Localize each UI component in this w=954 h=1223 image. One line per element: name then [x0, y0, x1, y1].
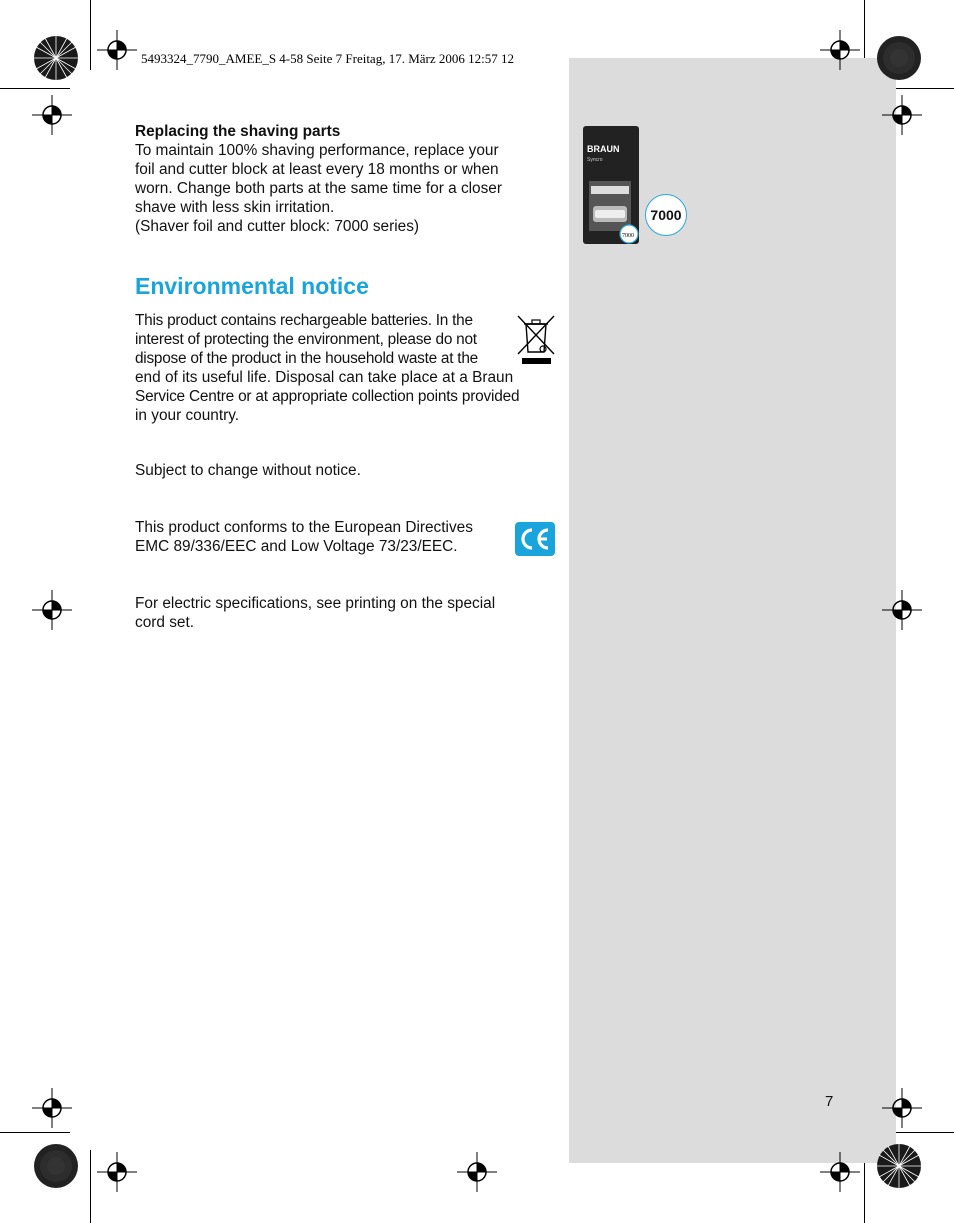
- pack-brand: BRAUN: [587, 144, 620, 154]
- paragraph-line: Service Centre or at appropriate collection points provided: [135, 388, 520, 405]
- pack-series-badge: 7000: [622, 233, 634, 239]
- registration-mark-icon: [32, 590, 72, 630]
- electric-section: [135, 594, 560, 632]
- crop-line: [0, 88, 70, 89]
- crossed-bin-icon: [516, 314, 556, 366]
- replacing-section: [135, 122, 560, 236]
- paragraph-line: foil and cutter block at least every 18 months or when: [135, 161, 499, 178]
- series-callout: 7000: [645, 194, 687, 236]
- registration-mark-icon: [32, 95, 72, 135]
- paragraph-line: dispose of the product in the household waste at the: [135, 350, 478, 367]
- registration-mark-icon: [97, 30, 137, 70]
- change-notice: Subject to change without notice.: [135, 462, 361, 479]
- page-number: 7: [825, 1093, 834, 1110]
- replacement-pack-icon: [583, 126, 641, 246]
- environmental-section: [135, 311, 560, 425]
- registration-mark-icon: [820, 30, 860, 70]
- crop-line: [90, 1150, 91, 1223]
- paragraph-line: This product conforms to the European Directives: [135, 519, 473, 536]
- registration-mark-icon: [32, 1088, 72, 1128]
- paragraph-line: This product contains rechargeable batteries. In the: [135, 312, 473, 329]
- paragraph-line: (Shaver foil and cutter block: 7000 series): [135, 218, 420, 235]
- paragraph-line: EMC 89/336/EEC and Low Voltage 73/23/EEC.: [135, 538, 458, 555]
- registration-mark-icon: [882, 590, 922, 630]
- registration-mark-icon: [457, 1152, 497, 1192]
- starburst-mark-icon: [876, 35, 922, 81]
- registration-mark-icon: [820, 1152, 860, 1192]
- paragraph-line: interest of protecting the environment, please do not: [135, 331, 477, 348]
- environmental-title: Environmental notice: [135, 273, 369, 299]
- replacement-pack-image: [583, 126, 641, 251]
- paragraph-line: worn. Change both parts at the same time for a closer: [135, 180, 502, 197]
- crop-line: [90, 0, 91, 70]
- starburst-mark-icon: [33, 1143, 79, 1189]
- paragraph-line: shave with less skin irritation.: [135, 199, 335, 216]
- paragraph-line: To maintain 100% shaving performance, replace your: [135, 142, 499, 159]
- paragraph-line: in your country.: [135, 407, 240, 424]
- print-slug: 5493324_7790_AMEE_S 4-58 Seite 7 Freitag, 17. März 2006 12:57 12: [138, 50, 517, 68]
- starburst-mark-icon: [876, 1143, 922, 1189]
- crop-line: [0, 1132, 70, 1133]
- paragraph-line: cord set.: [135, 614, 195, 631]
- registration-mark-icon: [882, 95, 922, 135]
- replacing-heading: Replacing the shaving parts: [135, 123, 341, 140]
- ce-mark-icon: [515, 522, 555, 556]
- pack-subbrand: Syncro: [587, 157, 603, 163]
- paragraph-line: end of its useful life. Disposal can take place at a Braun: [135, 369, 514, 386]
- starburst-mark-icon: [33, 35, 79, 81]
- registration-mark-icon: [97, 1152, 137, 1192]
- paragraph-line: For electric specifications, see printing on the special: [135, 595, 496, 612]
- registration-mark-icon: [882, 1088, 922, 1128]
- conformity-section: [135, 518, 560, 556]
